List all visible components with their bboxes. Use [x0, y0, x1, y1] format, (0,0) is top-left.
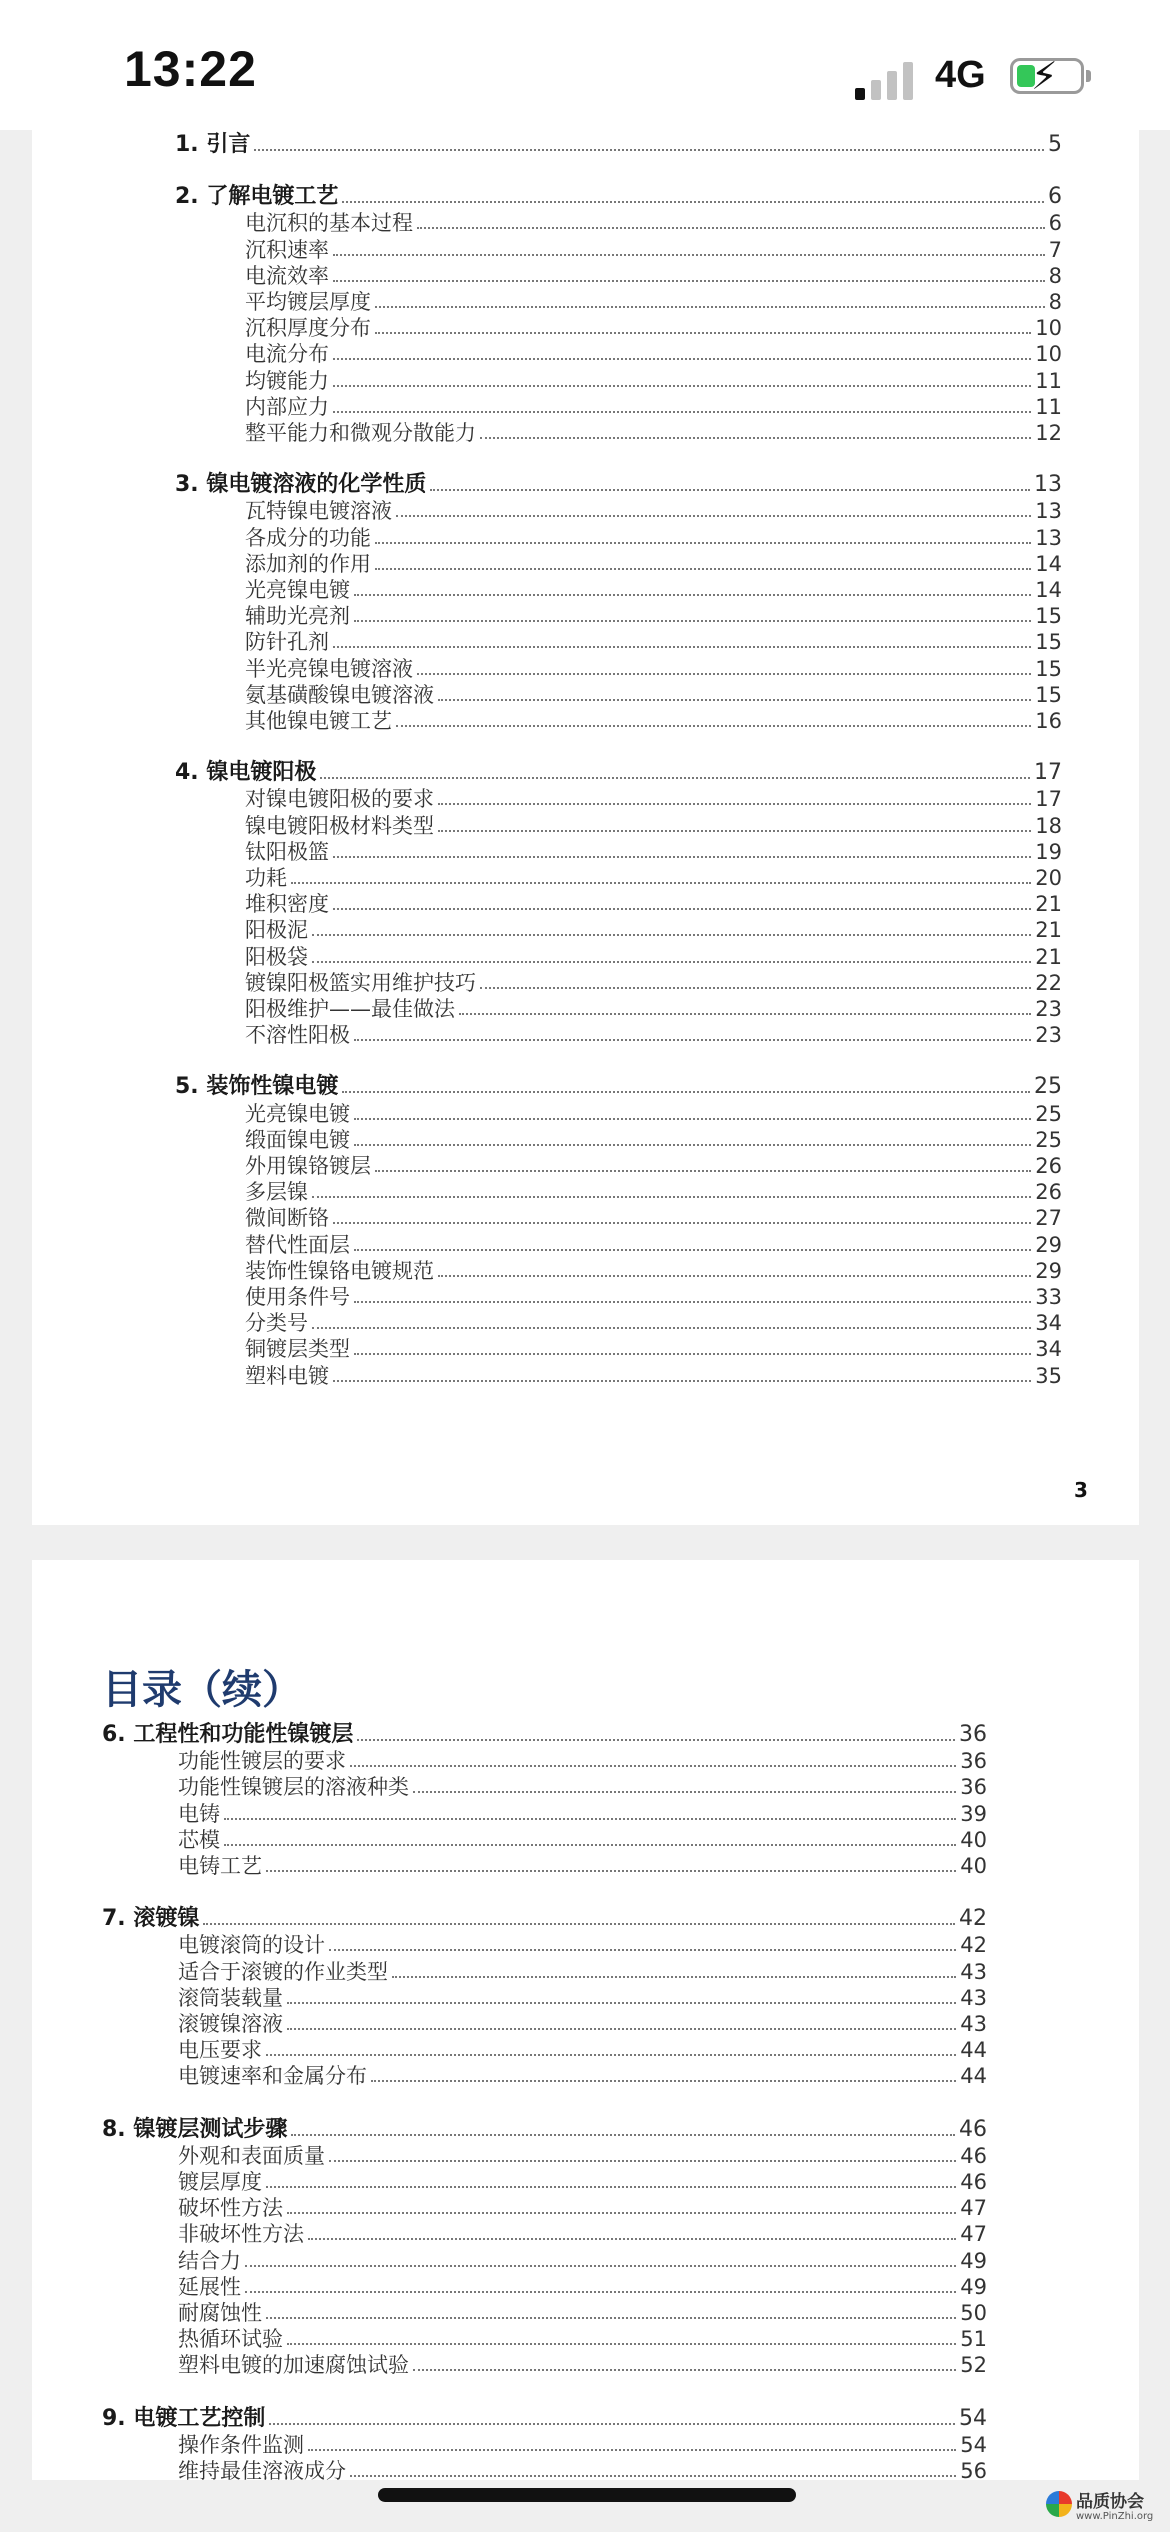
toc-entry[interactable] [245, 210, 1062, 236]
dot-leader [350, 1765, 956, 1767]
toc-entry[interactable] [245, 368, 1062, 394]
dot-leader [375, 306, 1045, 308]
toc-entry-label: 维持最佳溶液成分 [178, 2459, 346, 2483]
toc-entry-label: 钛阳极篮 [245, 839, 329, 864]
dot-leader [245, 2291, 956, 2293]
dot-leader [417, 227, 1045, 229]
toc-entry-label: 半光亮镍电镀溶液 [245, 656, 413, 681]
page-number: 3 [1074, 1478, 1088, 1502]
toc-entry[interactable] [178, 2458, 987, 2484]
toc-entry-label: 功耗 [245, 866, 287, 890]
dot-leader [308, 2238, 956, 2240]
toc-entry-label: 结合力 [178, 2248, 241, 2273]
toc-entry[interactable] [245, 891, 1062, 917]
toc-entry-label: 电流分布 [245, 342, 329, 367]
toc-entry-page: 40 [960, 1854, 987, 1878]
dot-leader [438, 830, 1031, 832]
toc-entry-page: 12 [1035, 421, 1062, 445]
toc-entry[interactable] [245, 1205, 1062, 1231]
toc-entry-label: 6. 工程性和功能性镍镀层 [102, 1722, 354, 1747]
dot-leader [312, 1196, 1031, 1198]
toc-entry[interactable] [245, 839, 1062, 865]
dot-leader [354, 1039, 1031, 1041]
dot-leader [224, 1818, 956, 1820]
toc-entry[interactable] [178, 2037, 987, 2063]
toc-entry-page: 49 [960, 2248, 987, 2273]
toc-entry-page: 44 [960, 2038, 987, 2063]
toc-entry-label: 滚筒装载量 [178, 1985, 283, 2010]
toc-entry-label: 装饰性镍铬电镀规范 [245, 1258, 434, 1283]
toc-entry-page: 33 [1035, 1285, 1062, 1309]
toc-entry-page: 44 [960, 2064, 987, 2089]
watermark [1046, 2487, 1166, 2529]
toc-entry-label: 电压要求 [178, 2038, 262, 2063]
dot-leader [392, 1976, 956, 1978]
toc-entry-page: 23 [1035, 997, 1062, 1021]
toc-entry[interactable] [178, 2169, 987, 2195]
toc-entry-label: 平均镀层厚度 [245, 290, 371, 314]
battery-icon [1010, 54, 1084, 98]
toc-entry[interactable] [178, 2221, 987, 2247]
toc-section-heading[interactable] [102, 2117, 987, 2143]
toc-entry-label: 操作条件监测 [178, 2432, 304, 2457]
toc-entry-page: 8 [1048, 263, 1062, 288]
toc-entry-page: 29 [1035, 1258, 1062, 1283]
dot-leader [438, 699, 1031, 701]
toc-entry[interactable] [178, 1853, 987, 1879]
toc-entry-page: 8 [1048, 290, 1062, 314]
cellular-signal-icon [855, 56, 915, 100]
toc-entry[interactable] [245, 970, 1062, 996]
toc-entry-page: 7 [1048, 237, 1062, 262]
toc-entry[interactable] [245, 1336, 1062, 1362]
toc-entry-page: 25 [1034, 1074, 1062, 1100]
toc-entry-label: 耐腐蚀性 [178, 2301, 262, 2325]
toc-page-2 [32, 1560, 1139, 2483]
toc-entry[interactable] [178, 2326, 987, 2352]
toc-entry[interactable] [245, 629, 1062, 655]
toc-entry[interactable] [245, 551, 1062, 577]
toc-entry-page: 15 [1035, 656, 1062, 681]
dot-leader [354, 594, 1031, 596]
toc-entry[interactable] [245, 237, 1062, 263]
toc-entry-label: 铜镀层类型 [245, 1337, 350, 1362]
dot-leader [459, 1013, 1031, 1015]
toc-entry[interactable] [245, 865, 1062, 891]
dot-leader [254, 149, 1044, 151]
toc-entry[interactable] [178, 1985, 987, 2011]
toc-entry-label: 整平能力和微观分散能力 [245, 421, 476, 445]
clock: 13:22 [124, 41, 257, 97]
dot-leader [266, 1870, 956, 1872]
toc-entry-label: 阳极袋 [245, 944, 308, 969]
dot-leader [203, 1923, 955, 1925]
status-bar [0, 0, 1170, 130]
toc-entry-page: 15 [1035, 630, 1062, 655]
toc-entry[interactable] [245, 577, 1062, 603]
toc-entry-page: 19 [1035, 839, 1062, 864]
toc-entry-label: 对镍电镀阳极的要求 [245, 787, 434, 812]
dot-leader [342, 201, 1044, 203]
toc-entry[interactable] [245, 1101, 1062, 1127]
toc-entry-page: 47 [960, 2222, 987, 2247]
dot-leader [375, 568, 1031, 570]
toc-entry-page: 17 [1034, 760, 1062, 786]
toc-entry-label: 其他镍电镀工艺 [245, 709, 392, 733]
dot-leader [480, 987, 1031, 989]
toc-entry-page: 5 [1048, 132, 1062, 157]
watermark-logo-icon [1046, 2491, 1072, 2517]
toc-entry[interactable] [178, 2011, 987, 2037]
toc-entry-page: 25 [1035, 1127, 1062, 1152]
toc-page-1 [32, 130, 1139, 1525]
toc-entry-page: 47 [960, 2196, 987, 2221]
toc-entry[interactable] [245, 289, 1062, 315]
dot-leader [354, 620, 1031, 622]
toc-entry-page: 21 [1035, 892, 1062, 917]
toc-entry[interactable] [178, 2248, 987, 2274]
toc-entry-label: 电镀速率和金属分布 [178, 2064, 367, 2089]
toc-entry[interactable] [178, 2143, 987, 2169]
dot-leader [350, 2475, 956, 2477]
toc-entry-label: 塑料电镀的加速腐蚀试验 [178, 2353, 409, 2378]
dot-leader [333, 908, 1031, 910]
toc-entry[interactable] [245, 813, 1062, 839]
toc-entry[interactable] [245, 525, 1062, 551]
toc-entry-label: 3. 镍电镀溶液的化学性质 [175, 472, 427, 498]
toc-entry-label: 沉积速率 [245, 237, 329, 262]
dot-leader [224, 1844, 956, 1846]
toc-entry-page: 15 [1035, 682, 1062, 707]
dot-leader [287, 2002, 956, 2004]
dot-leader [266, 2186, 956, 2188]
toc-entry-page: 11 [1035, 394, 1062, 419]
toc-entry-page: 13 [1034, 472, 1062, 498]
toc-entry-label: 分类号 [245, 1311, 308, 1336]
toc-entry[interactable] [245, 394, 1062, 420]
toc-entry-label: 4. 镍电镀阳极 [175, 760, 317, 786]
charging-bolt-icon: ⚡ [1031, 54, 1058, 98]
toc-entry-label: 内部应力 [245, 394, 329, 419]
dot-leader [375, 542, 1031, 544]
toc-entry-page: 49 [960, 2274, 987, 2299]
toc-section-heading[interactable] [175, 472, 1062, 498]
toc-entry[interactable] [245, 420, 1062, 446]
toc-entry-label: 沉积厚度分布 [245, 316, 371, 341]
toc-entry-label: 电镀滚筒的设计 [178, 1933, 325, 1958]
dot-leader [357, 1739, 955, 1741]
toc-entry-page: 13 [1035, 499, 1062, 524]
dot-leader [329, 1949, 956, 1951]
toc-entry-label: 缎面镍电镀 [245, 1127, 350, 1152]
toc-entry-page: 26 [1035, 1154, 1062, 1178]
toc-entry[interactable] [178, 1801, 987, 1827]
toc-entry[interactable] [178, 1748, 987, 1774]
toc-entry[interactable] [178, 2432, 987, 2458]
toc-entry-page: 52 [960, 2353, 987, 2378]
toc-entry-page: 46 [960, 2170, 987, 2194]
toc-entry-label: 电铸工艺 [178, 1854, 262, 1878]
toc-entry-label: 功能性镀层的要求 [178, 1749, 346, 1774]
toc-entry[interactable] [178, 1932, 987, 1958]
toc-entry-page: 26 [1035, 1180, 1062, 1205]
toc-entry-label: 使用条件号 [245, 1285, 350, 1309]
dot-leader [333, 856, 1031, 858]
toc-entry[interactable] [245, 1363, 1062, 1389]
dot-leader [354, 1118, 1031, 1120]
toc-entry-label: 滚镀镍溶液 [178, 2012, 283, 2036]
dot-leader [354, 1353, 1031, 1355]
toc-entry-label: 非破坏性方法 [178, 2222, 304, 2247]
toc-entry[interactable] [245, 1022, 1062, 1048]
dot-leader [375, 1170, 1031, 1172]
toc-entry[interactable] [245, 315, 1062, 341]
toc-entry[interactable] [178, 2300, 987, 2326]
dot-leader [266, 2317, 956, 2319]
dot-leader [291, 2134, 955, 2136]
toc-entry-page: 42 [960, 1933, 987, 1958]
network-type: 4G [935, 54, 986, 96]
toc-entry-label: 8. 镍镀层测试步骤 [102, 2116, 288, 2142]
dot-leader [354, 1301, 1031, 1303]
home-indicator[interactable] [378, 2488, 796, 2502]
watermark-url: www.PinZhi.org [1076, 2511, 1154, 2522]
toc-entry-page: 14 [1035, 551, 1062, 576]
toc-entry-page: 6 [1048, 211, 1062, 236]
toc-entry[interactable] [178, 2274, 987, 2300]
toc-entry-page: 54 [960, 2432, 987, 2457]
toc-entry-page: 34 [1035, 1337, 1062, 1362]
dot-leader [333, 1222, 1031, 1224]
toc-entry-page: 40 [960, 1827, 987, 1852]
toc-entry-label: 不溶性阳极 [245, 1023, 350, 1048]
toc-entry[interactable] [245, 263, 1062, 289]
toc-section-heading[interactable] [102, 2406, 987, 2432]
toc-entry-label: 5. 装饰性镍电镀 [175, 1074, 339, 1100]
toc-entry-page: 25 [1035, 1101, 1062, 1126]
dot-leader [480, 437, 1031, 439]
toc-entry-page: 46 [960, 2143, 987, 2168]
dot-leader [269, 2423, 955, 2425]
toc-entry[interactable] [245, 603, 1062, 629]
toc-entry[interactable] [245, 1179, 1062, 1205]
toc-entry-page: 15 [1035, 604, 1062, 629]
toc-entry-label: 破坏性方法 [178, 2196, 283, 2221]
toc-entry-page: 6 [1048, 184, 1062, 210]
toc-entry-label: 光亮镍电镀 [245, 1101, 350, 1126]
toc-entry-label: 芯模 [178, 1827, 220, 1852]
toc-entry-page: 43 [960, 2012, 987, 2036]
dot-leader [291, 882, 1031, 884]
toc-entry-label: 替代性面层 [245, 1232, 350, 1257]
toc-entry-label: 氨基磺酸镍电镀溶液 [245, 682, 434, 707]
dot-leader [438, 1275, 1031, 1277]
toc-entry-label: 微间断铬 [245, 1206, 329, 1231]
toc-entry[interactable] [178, 2063, 987, 2089]
toc-entry-label: 外观和表面质量 [178, 2143, 325, 2168]
toc-entry-page: 17 [1035, 787, 1062, 812]
toc-entry[interactable] [245, 1153, 1062, 1179]
toc-entry-label: 电铸 [178, 1801, 220, 1826]
toc-entry-page: 13 [1035, 525, 1062, 550]
toc-entry-label: 瓦特镍电镀溶液 [245, 499, 392, 524]
toc-section-heading[interactable] [175, 184, 1062, 210]
toc-entry-label: 辅助光亮剂 [245, 604, 350, 629]
toc-entry[interactable] [245, 944, 1062, 970]
toc-entry[interactable] [178, 2352, 987, 2378]
toc-entry-page: 50 [960, 2301, 987, 2325]
toc-entry-page: 56 [960, 2459, 987, 2483]
dot-leader [312, 961, 1031, 963]
dot-leader [354, 1144, 1031, 1146]
dot-leader [396, 725, 1031, 727]
toc-entry-page: 43 [960, 1985, 987, 2010]
dot-leader [396, 515, 1031, 517]
dot-leader [371, 2080, 956, 2082]
toc-entry-page: 10 [1035, 316, 1062, 341]
toc-entry[interactable] [178, 1774, 987, 1800]
dot-leader [413, 2369, 956, 2371]
toc-entry[interactable] [245, 786, 1062, 812]
dot-leader [333, 1380, 1031, 1382]
toc-entry-label: 热循环试验 [178, 2327, 283, 2352]
toc-entry-label: 功能性镍镀层的溶液种类 [178, 1775, 409, 1800]
toc-entry-page: 16 [1035, 709, 1062, 733]
toc-entry-page: 36 [960, 1749, 987, 1774]
toc-entry[interactable] [245, 1232, 1062, 1258]
toc-entry[interactable] [178, 2195, 987, 2221]
toc-section-heading[interactable] [102, 1722, 987, 1748]
toc-entry-label: 光亮镍电镀 [245, 578, 350, 602]
dot-leader [333, 646, 1031, 648]
toc-entry-page: 18 [1035, 813, 1062, 838]
toc-entry[interactable] [245, 1258, 1062, 1284]
toc-entry-page: 36 [959, 1722, 987, 1747]
toc-entry-page: 39 [960, 1801, 987, 1826]
dot-leader [266, 2054, 956, 2056]
toc-section-heading[interactable] [175, 1074, 1062, 1100]
toc-section-heading[interactable] [175, 132, 1062, 158]
toc-entry-page: 29 [1035, 1232, 1062, 1257]
dot-leader [417, 673, 1031, 675]
toc-entry-page: 22 [1035, 970, 1062, 995]
toc-entry[interactable] [245, 996, 1062, 1022]
toc-entry-page: 35 [1035, 1363, 1062, 1388]
toc-entry-label: 2. 了解电镀工艺 [175, 184, 339, 210]
toc-entry-label: 电流效率 [245, 263, 329, 288]
toc-entry[interactable] [245, 1284, 1062, 1310]
dot-leader [245, 2265, 956, 2267]
dot-leader [333, 280, 1045, 282]
toc-entry-label: 适合于滚镀的作业类型 [178, 1959, 388, 1984]
toc-entry-label: 各成分的功能 [245, 525, 371, 550]
toc-section-heading[interactable] [102, 1906, 987, 1932]
page-title: 目录（续） [102, 1667, 302, 1713]
toc-entry-label: 塑料电镀 [245, 1363, 329, 1388]
toc-entry-page: 14 [1035, 578, 1062, 602]
toc-entry-page: 21 [1035, 918, 1062, 943]
dot-leader [430, 489, 1030, 491]
toc-entry-page: 34 [1035, 1311, 1062, 1336]
toc-entry[interactable] [245, 1127, 1062, 1153]
toc-entry-label: 7. 滚镀镍 [102, 1906, 200, 1932]
toc-entry-page: 27 [1035, 1206, 1062, 1231]
toc-entry-page: 46 [959, 2116, 987, 2142]
toc-entry-label: 电沉积的基本过程 [245, 211, 413, 236]
toc-entry-page: 21 [1035, 944, 1062, 969]
dot-leader [287, 2028, 956, 2030]
dot-leader [413, 1791, 956, 1793]
toc-entry[interactable] [245, 682, 1062, 708]
toc-entry-label: 防针孔剂 [245, 630, 329, 655]
dot-leader [342, 1091, 1030, 1093]
toc-entry-label: 多层镍 [245, 1180, 308, 1205]
dot-leader [333, 358, 1031, 360]
toc-entry[interactable] [245, 1310, 1062, 1336]
toc-entry-page: 20 [1035, 866, 1062, 890]
toc-entry-page: 10 [1035, 342, 1062, 367]
toc-entry-page: 36 [960, 1775, 987, 1800]
toc-section-heading[interactable] [175, 760, 1062, 786]
toc-entry[interactable] [245, 498, 1062, 524]
toc-entry-label: 延展性 [178, 2274, 241, 2299]
toc-entry-page: 42 [959, 1906, 987, 1932]
dot-leader [333, 385, 1031, 387]
toc-entry-page: 11 [1035, 368, 1062, 393]
toc-entry[interactable] [245, 917, 1062, 943]
toc-entry-label: 阳极维护——最佳做法 [245, 997, 455, 1021]
toc-entry-label: 外用镍铬镀层 [245, 1154, 371, 1178]
dot-leader [333, 254, 1045, 256]
toc-entry-label: 堆积密度 [245, 892, 329, 917]
dot-leader [329, 2160, 956, 2162]
dot-leader [287, 2212, 956, 2214]
toc-entry-label: 镀层厚度 [178, 2170, 262, 2194]
toc-entry-page: 23 [1035, 1023, 1062, 1048]
toc-entry[interactable] [178, 1827, 987, 1853]
toc-entry[interactable] [245, 341, 1062, 367]
toc-entry-label: 添加剂的作用 [245, 551, 371, 576]
dot-leader [333, 411, 1031, 413]
dot-leader [354, 1249, 1031, 1251]
dot-leader [375, 332, 1031, 334]
watermark-name: 品质协会 [1076, 2492, 1144, 2512]
dot-leader [312, 934, 1031, 936]
dot-leader [308, 2449, 956, 2451]
toc-entry[interactable] [245, 708, 1062, 734]
toc-entry-label: 9. 电镀工艺控制 [102, 2405, 266, 2431]
toc-entry-page: 54 [959, 2405, 987, 2431]
dot-leader [438, 803, 1031, 805]
toc-entry-label: 镀镍阳极篮实用维护技巧 [245, 970, 476, 995]
dot-leader [320, 777, 1030, 779]
toc-entry-page: 43 [960, 1959, 987, 1984]
dot-leader [312, 1327, 1031, 1329]
toc-entry-label: 阳极泥 [245, 918, 308, 943]
toc-entry-label: 镍电镀阳极材料类型 [245, 813, 434, 838]
toc-entry-page: 51 [960, 2327, 987, 2352]
toc-entry-label: 均镀能力 [245, 368, 329, 393]
toc-entry[interactable] [245, 656, 1062, 682]
dot-leader [287, 2343, 956, 2345]
toc-entry-label: 1. 引言 [175, 132, 251, 157]
toc-entry[interactable] [178, 1959, 987, 1985]
